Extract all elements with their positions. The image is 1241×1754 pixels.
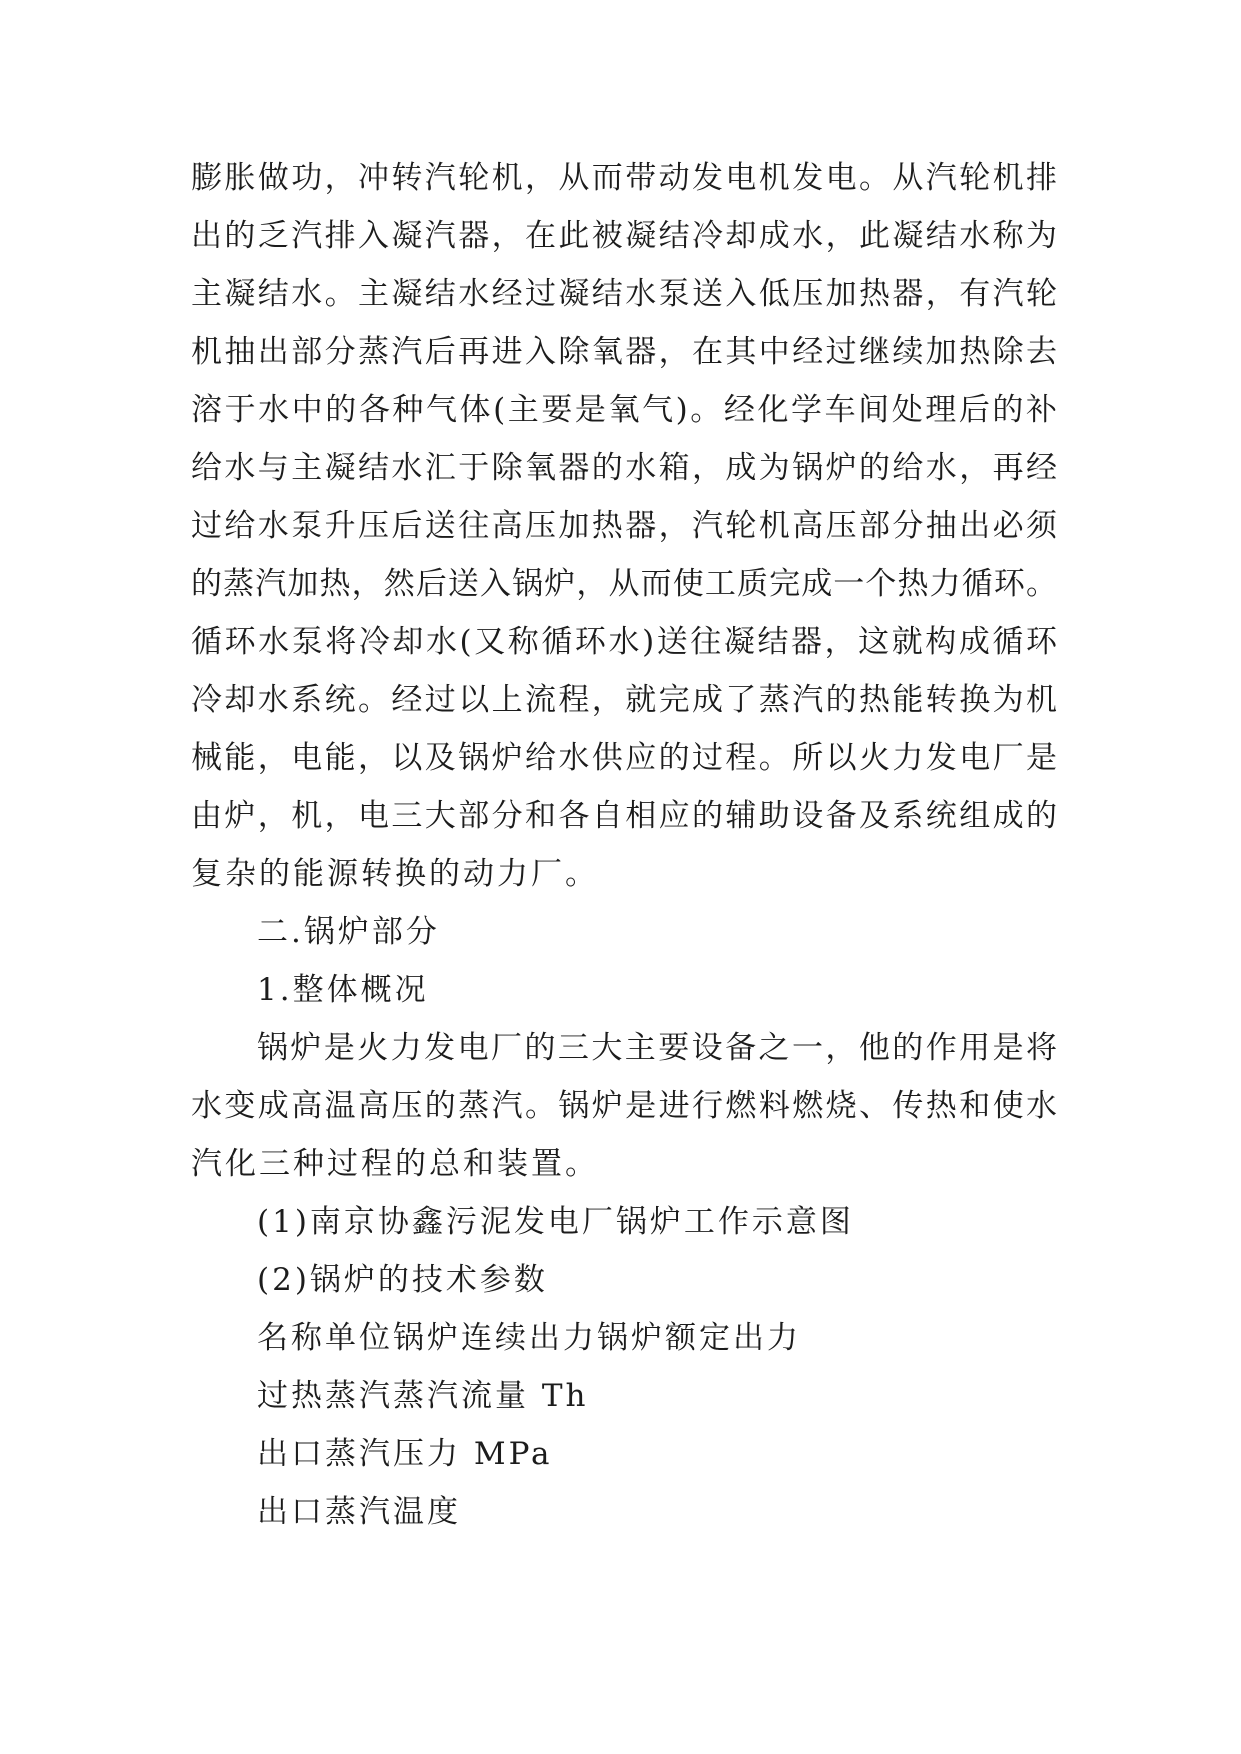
- text-line: 汽化三种过程的总和装置。: [191, 1146, 599, 1182]
- text-line: 机抽出部分蒸汽后再进入除氧器，在其中经过继续加热除去: [191, 334, 1057, 370]
- list-item: (1)南京协鑫污泥发电厂锅炉工作示意图: [257, 1204, 854, 1240]
- list-item: (2)锅炉的技术参数: [257, 1262, 548, 1298]
- text-line: 过给水泵升压后送往高压加热器，汽轮机高压部分抽出必须: [191, 508, 1057, 544]
- subsection-heading: 1.整体概况: [257, 972, 429, 1008]
- table-row-line: 出口蒸汽温度: [257, 1494, 461, 1530]
- text-line: 膨胀做功，冲转汽轮机，从而带动发电机发电。从汽轮机排: [191, 160, 1057, 196]
- text-line: 给水与主凝结水汇于除氧器的水箱，成为锅炉的给水，再经: [191, 450, 1057, 486]
- text-line: 由炉，机，电三大部分和各自相应的辅助设备及系统组成的: [191, 798, 1057, 834]
- text-line: 溶于水中的各种气体(主要是氧气)。经化学车间处理后的补: [191, 392, 1057, 428]
- text-line: 循环水泵将冷却水(又称循环水)送往凝结器，这就构成循环: [191, 624, 1057, 660]
- section-heading: 二.锅炉部分: [257, 914, 440, 950]
- text-line: 主凝结水。主凝结水经过凝结水泵送入低压加热器，有汽轮: [191, 276, 1057, 312]
- text-line: 械能，电能，以及锅炉给水供应的过程。所以火力发电厂是: [191, 740, 1057, 776]
- text-line: 锅炉是火力发电厂的三大主要设备之一，他的作用是将: [257, 1030, 1057, 1066]
- table-row-line: 出口蒸汽压力 MPa: [257, 1436, 553, 1472]
- text-line: 出的乏汽排入凝汽器，在此被凝结冷却成水，此凝结水称为: [191, 218, 1057, 254]
- text-line: 冷却水系统。经过以上流程，就完成了蒸汽的热能转换为机: [191, 682, 1057, 718]
- text-line: 水变成高温高压的蒸汽。锅炉是进行燃料燃烧、传热和使水: [191, 1088, 1057, 1124]
- table-row-line: 过热蒸汽蒸汽流量 Th: [257, 1378, 589, 1414]
- text-line: 的蒸汽加热，然后送入锅炉，从而使工质完成一个热力循环。: [191, 566, 1057, 602]
- text-line: 复杂的能源转换的动力厂。: [191, 856, 599, 892]
- table-header-line: 名称单位锅炉连续出力锅炉额定出力: [257, 1320, 801, 1356]
